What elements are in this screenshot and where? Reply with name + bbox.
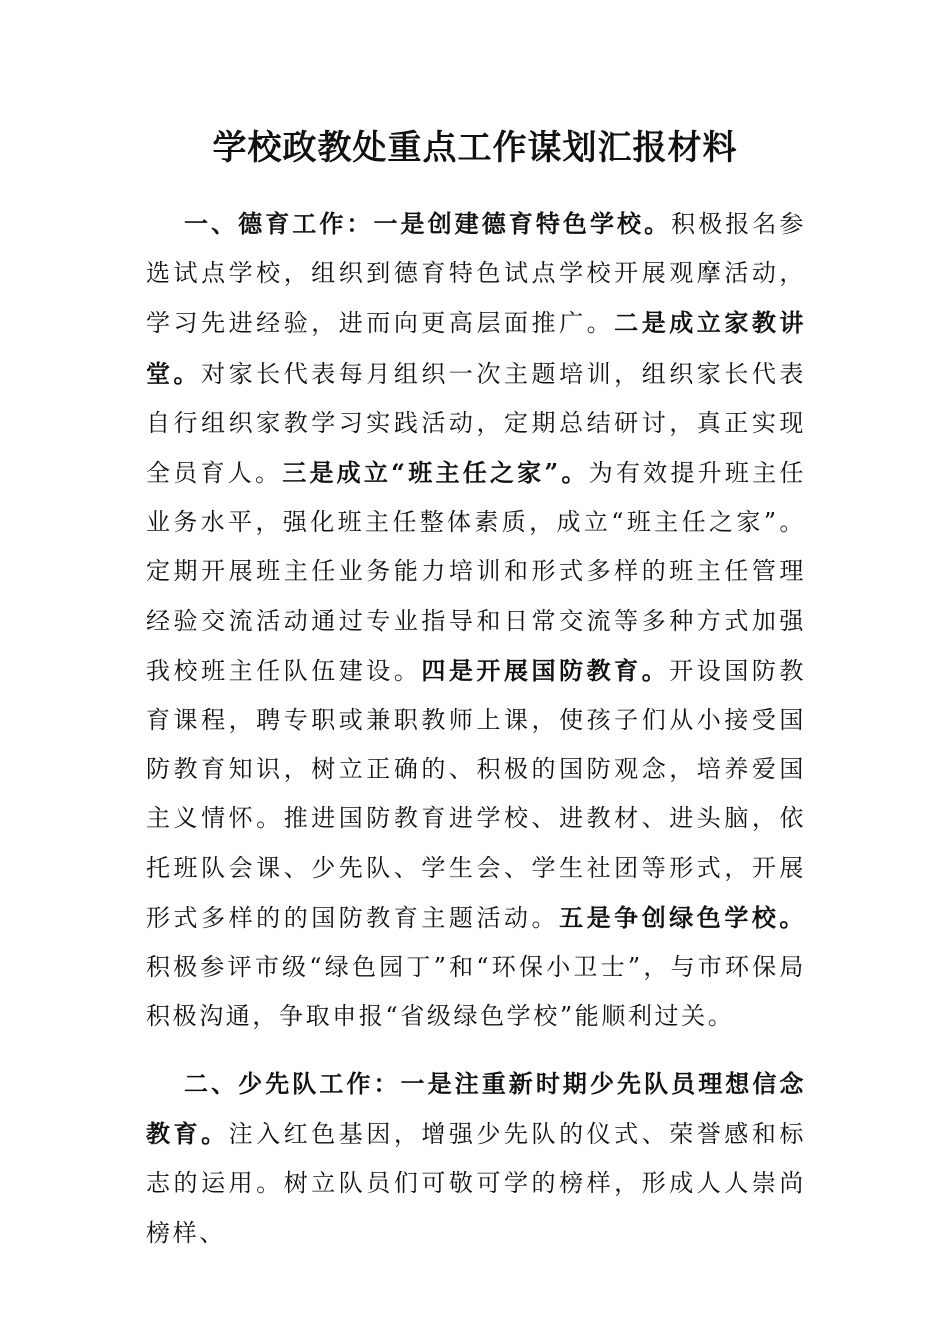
heading-young-pioneers: 二、少先队工作：一是注重新时期少先队员理想信念教育。 bbox=[146, 1069, 806, 1149]
subheading-green-school: 五是争创绿色学校。 bbox=[559, 902, 807, 932]
body-text: 对家长代表每月组织一次主题培训，组织家长代表自行组织家教学习实践活动，定期总结研讨，真正实现全员育人。 bbox=[146, 359, 806, 488]
body-text: 为有效提升班主任业务水平，强化班主任整体素质，成立“班主任之家”。定期开展班主任业务能力培训和形式多样的班主任管理经验交流活动通过专业指导和日常交流等多种方式加强我校班主任队伍建设。 bbox=[146, 459, 806, 685]
body-text: 开设国防教育课程，聘专职或兼职教师上课，使孩子们从小接受国防教育知识，树立正确的、积极的国防观念，培养爱国主义情怀。推进国防教育进学校、进教材、进头脑，依托班队会课、少先队、学生会、学生社团等形式，开展形式多样的的国防教育主题活动。 bbox=[146, 656, 807, 932]
subheading-head-teacher-home: 三是成立“班主任之家”。 bbox=[282, 458, 589, 488]
body-text: 积极参评市级“绿色园丁”和“环保小卫士”，与市环保局积极沟通，争取申报“省级绿色学校”能顺利过关。 bbox=[146, 953, 806, 1031]
paragraph-young-pioneers bbox=[146, 1059, 806, 1258]
paragraph-moral-education bbox=[146, 199, 806, 1041]
body-text: 积极报名参选试点学校，组织到德育特色试点学校开展观摩活动，学习先进经验，进而向更高层面推广。 bbox=[146, 210, 806, 338]
subheading-parent-lecture: 二是成立家教讲堂。 bbox=[146, 308, 807, 388]
page-title: 学校政教处重点工作谋划汇报材料 bbox=[212, 128, 738, 168]
body-text: 注入红色基因，增强少先队的仪式、荣誉感和标志的运用。树立队员们可敬可学的榜样，形成人人崇尚榜样、 bbox=[146, 1120, 806, 1247]
heading-moral-education: 一、德育工作：一是创建德育特色学校。 bbox=[184, 209, 672, 238]
subheading-defense-education: 四是开展国防教育。 bbox=[421, 655, 670, 685]
